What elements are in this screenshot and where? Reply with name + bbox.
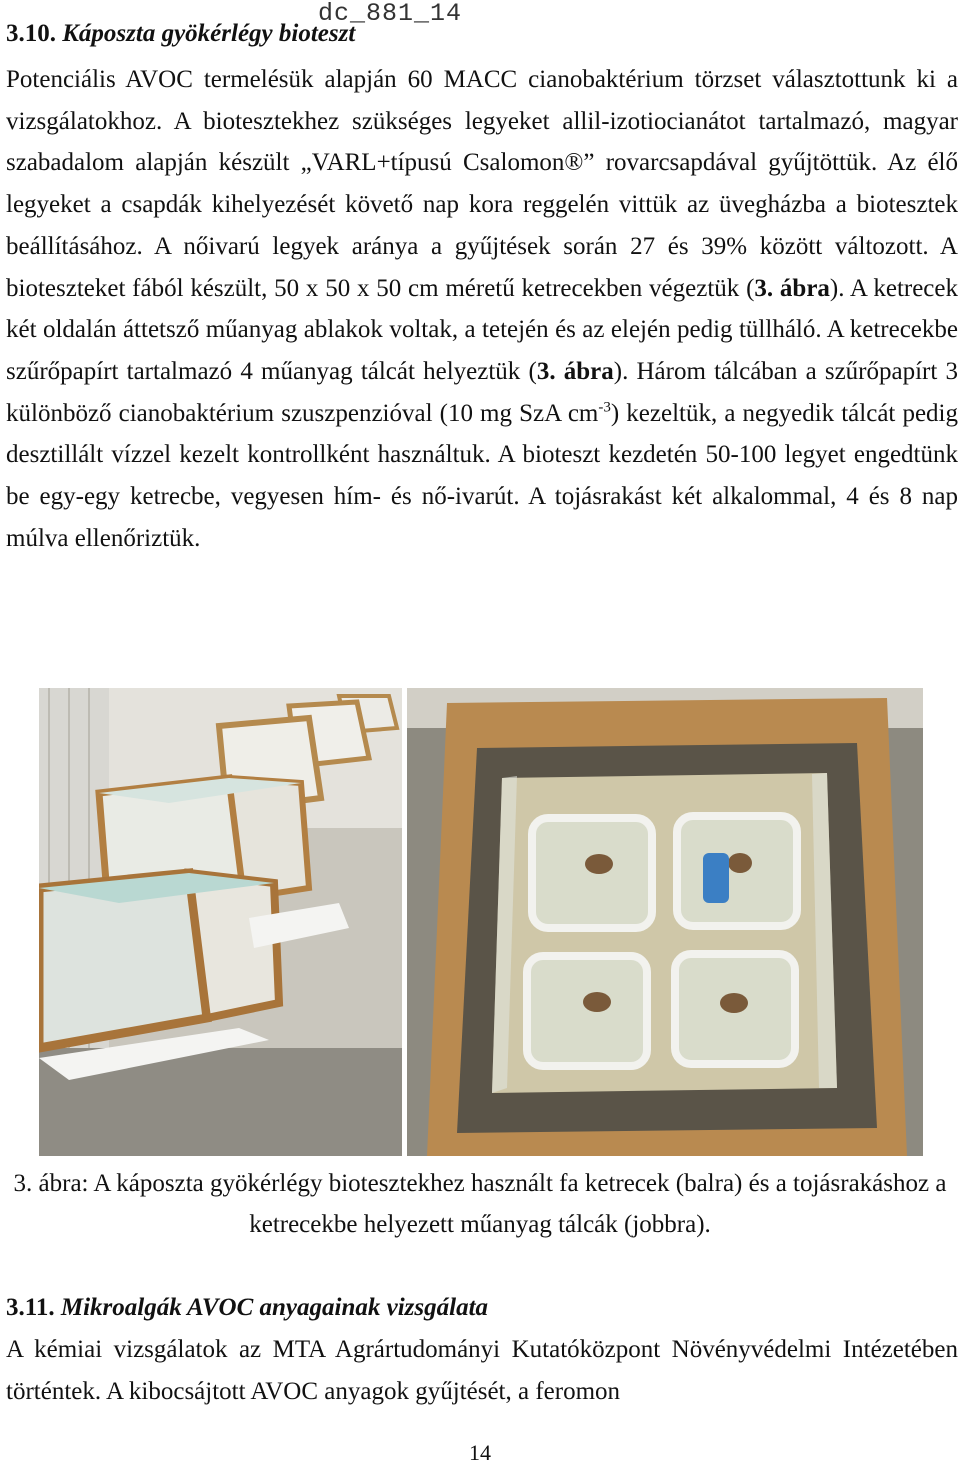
paragraph-3-11: A kémiai vizsgálatok az MTA Agrártudományi Kutatóközpont Növényvédelmi Intézetében történtek. A kibocsájtott AVOC anyagok gyűjtését, a feromon (6, 1336, 958, 1405)
text-run: ). A ketrecek két oldalán áttetsző műanyag ablakok voltak, a tetején és az elején pedig tüllháló. A ketrecekbe szűrőpapírt tartalmazó 4 műanyag tálcát helyeztük ( (6, 274, 958, 385)
text-run: ) kezeltük, a negyedik tálcát pedig desztillált vízzel kezelt kontrollként használtuk. A bioteszt kezdetén 50-100 legyet engedtünk be egy-egy ketrecbe, vegyesen hím- és nő-ivarút. A tojásrakást két alkalommal, 4 és 8 nap múlva ellenőriztük. (6, 399, 958, 552)
section-title: Mikroalgák AVOC anyagainak vizsgálata (60, 1294, 489, 1321)
figure-caption: 3. ábra: A káposzta gyökérlégy biotesztekhez használt fa ketrecek (balra) és a tojásrakáshoz a ketrecekbe helyezett műanyag tálcák (jobbra). (13, 1170, 947, 1238)
figure-reference: 3. ábra (536, 357, 614, 385)
text-run: Potenciális AVOC termelésük alapján 60 MACC cianobaktérium törzset választottunk ki a vizsgálatokhoz. A biotesztekhez szükséges legyeket allil-izotiocianátot tartalmazó, magyar szabadalom alapján készült „VARL+típusú Csalomon®” rovarcsapdával gyűjtöttük. Az élő legyeket a csapdák kihelyezését követő nap kora reggelén vittük az üvegházba a biotesztek beállításához. A nőivarú legyek aránya a gyűjtések során 27 és 39% között változott. A bioteszteket fából készült, 50 x 50 x 50 cm méretű ketrecekben végeztük ( (6, 66, 958, 302)
photo-cage-trays (407, 688, 923, 1156)
section-title: Káposzta gyökérlégy bioteszt (62, 20, 356, 47)
figure-3 (39, 688, 923, 1156)
superscript: -3 (598, 399, 611, 416)
section-number: 3.11. (6, 1294, 55, 1321)
page-number: 14 (469, 1440, 491, 1465)
section-heading-3-11 (6, 1294, 488, 1322)
figure-reference: 3. ábra (754, 274, 830, 302)
section-number: 3.10. (6, 20, 56, 47)
text-run: ). Három tálcában a szűrőpapírt 3 különböző cianobaktérium szuszpenzióval (10 mg SzA cm (6, 357, 958, 427)
document-id-header: dc_881_14 (318, 0, 463, 28)
paragraph-3-10 (6, 59, 958, 559)
photo-cages-row (39, 688, 402, 1156)
section-heading-3-10 (6, 20, 355, 48)
